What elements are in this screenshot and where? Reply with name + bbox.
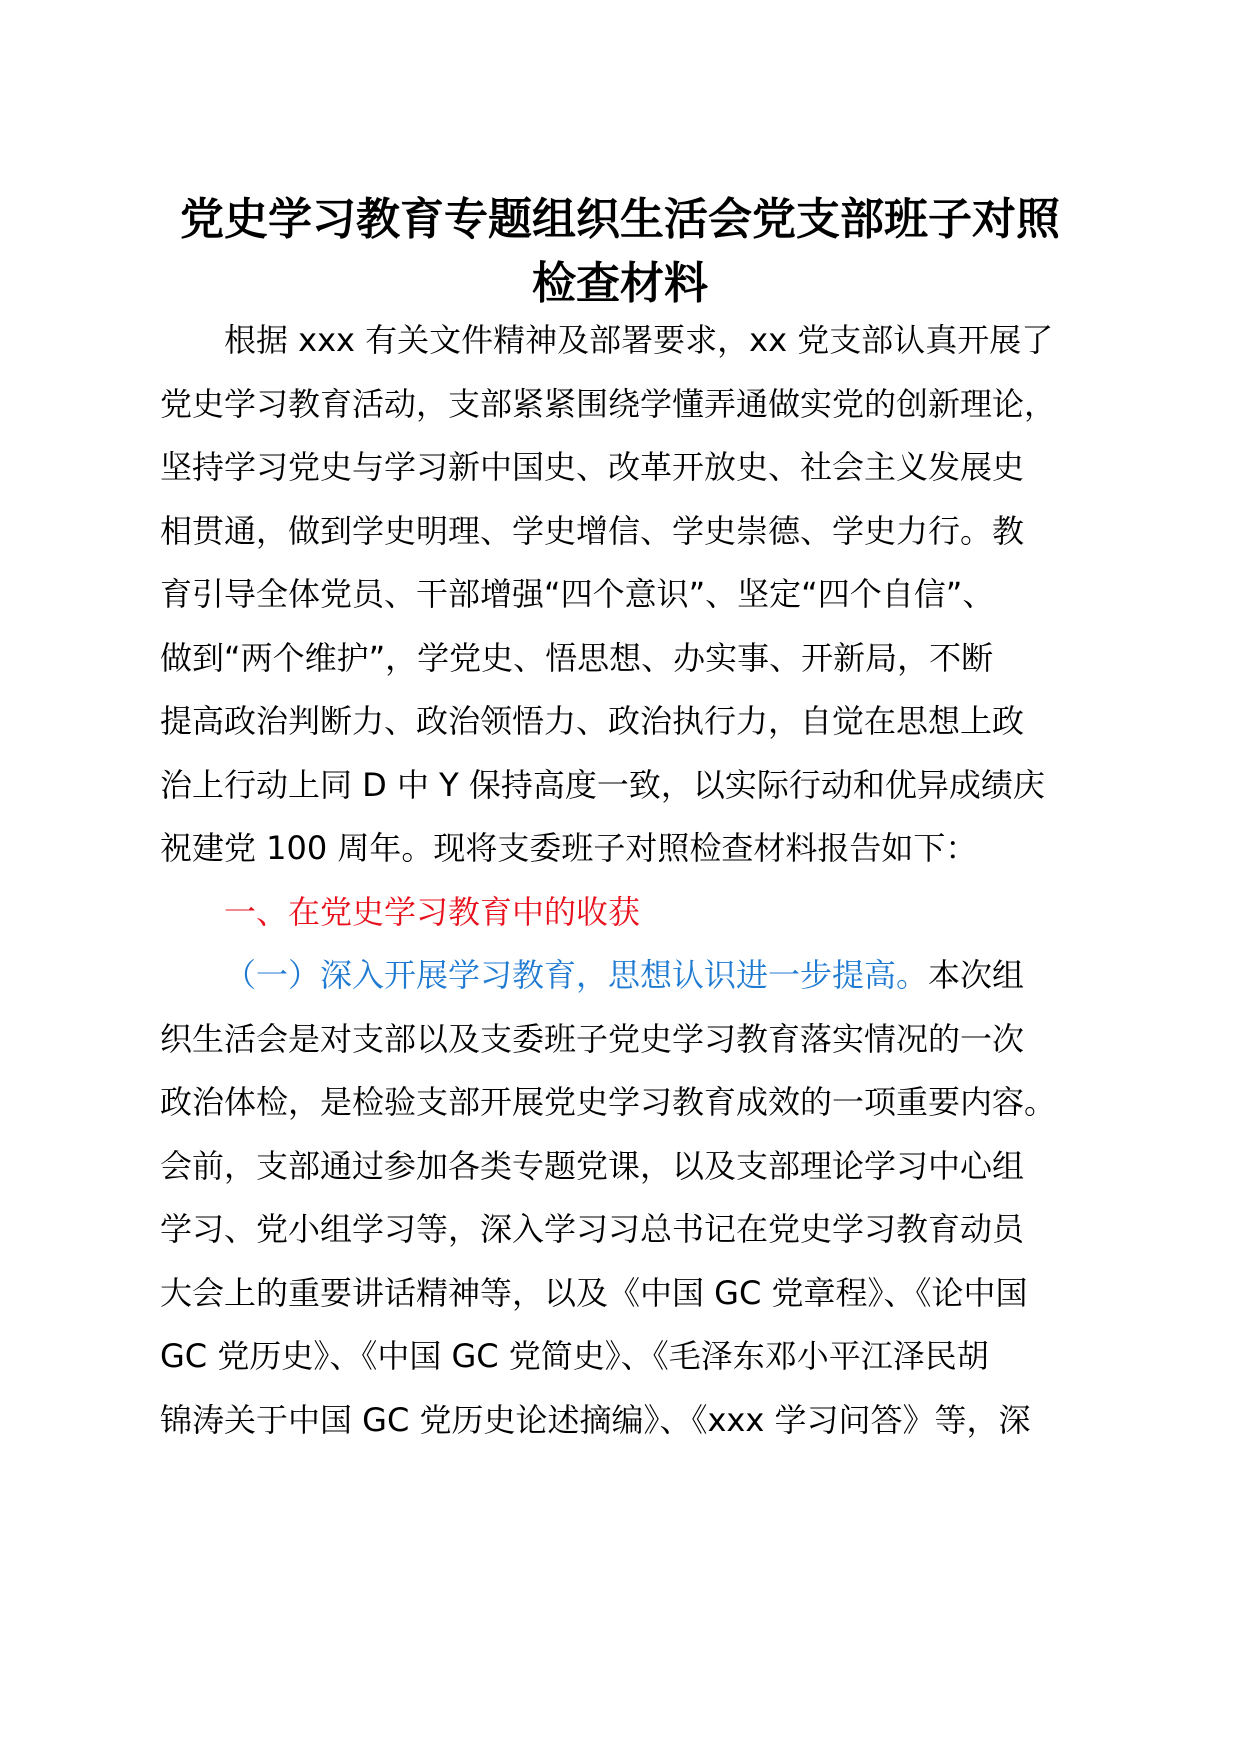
subsection-line-6: 大会上的重要讲话精神等，以及《中国 GC 党章程》、《论中国 [160, 1273, 1028, 1312]
intro-line-4: 相贯通，做到学史明理、学史增信、学史崇德、学史力行。教 [160, 511, 1025, 550]
subsection-line-7: GC 党历史》、《中国 GC 党简史》、《毛泽东邓小平江泽民胡 [160, 1337, 989, 1375]
title-line-2: 检查材料 [532, 258, 708, 309]
intro-line-7: 提高政治判断力、政治领悟力、政治执行力，自觉在思想上政 [160, 702, 1025, 740]
intro-line-3: 坚持学习党史与学习新中国史、改革开放史、社会主义发展史 [160, 448, 1025, 486]
subsection-first-line-text: 本次组 [928, 956, 1025, 994]
intro-line-1: 根据 xxx 有关文件精神及部署要求，xx 党支部认真开展了 [224, 321, 1054, 359]
subsection-line-5: 学习、党小组学习等，深入学习习总书记在党史学习教育动员 [160, 1210, 1025, 1248]
subsection-line-3: 政治体检，是检验支部开展党史学习教育成效的一项重要内容。 [160, 1083, 1057, 1121]
title-line-1: 党史学习教育专题组织生活会党支部班子对照 [180, 194, 1060, 245]
subsection-line-4: 会前，支部通过参加各类专题党课，以及支部理论学习中心组 [160, 1146, 1025, 1185]
intro-line-8: 治上行动上同 D 中 Y 保持高度一致，以实际行动和优异成绩庆 [160, 765, 1045, 804]
subsection-line-2: 织生活会是对支部以及支委班子党史学习教育落实情况的一次 [160, 1019, 1025, 1058]
document-body [160, 309, 1120, 1452]
intro-line-9: 祝建党 100 周年。现将支委班子对照检查材料报告如下： [160, 829, 978, 867]
section-heading-1: 一、在党史学习教育中的收获 [224, 892, 641, 931]
document-title [150, 188, 1090, 316]
intro-line-2: 党史学习教育活动，支部紧紧围绕学懂弄通做实党的创新理论， [160, 384, 1057, 423]
subsection-first-line [160, 944, 1120, 1008]
intro-line-6: 做到“两个维护”，学党史、悟思想、办实事、开新局，不断 [160, 638, 994, 677]
subsection-line-8: 锦涛关于中国 GC 党历史论述摘编》、《xxx 学习问答》等，深 [160, 1400, 1031, 1439]
intro-line-5: 育引导全体党员、干部增强“四个意识”、坚定“四个自信”、 [160, 575, 995, 613]
subsection-heading-1: （一）深入开展学习教育，思想认识进一步提高。 [224, 956, 929, 994]
